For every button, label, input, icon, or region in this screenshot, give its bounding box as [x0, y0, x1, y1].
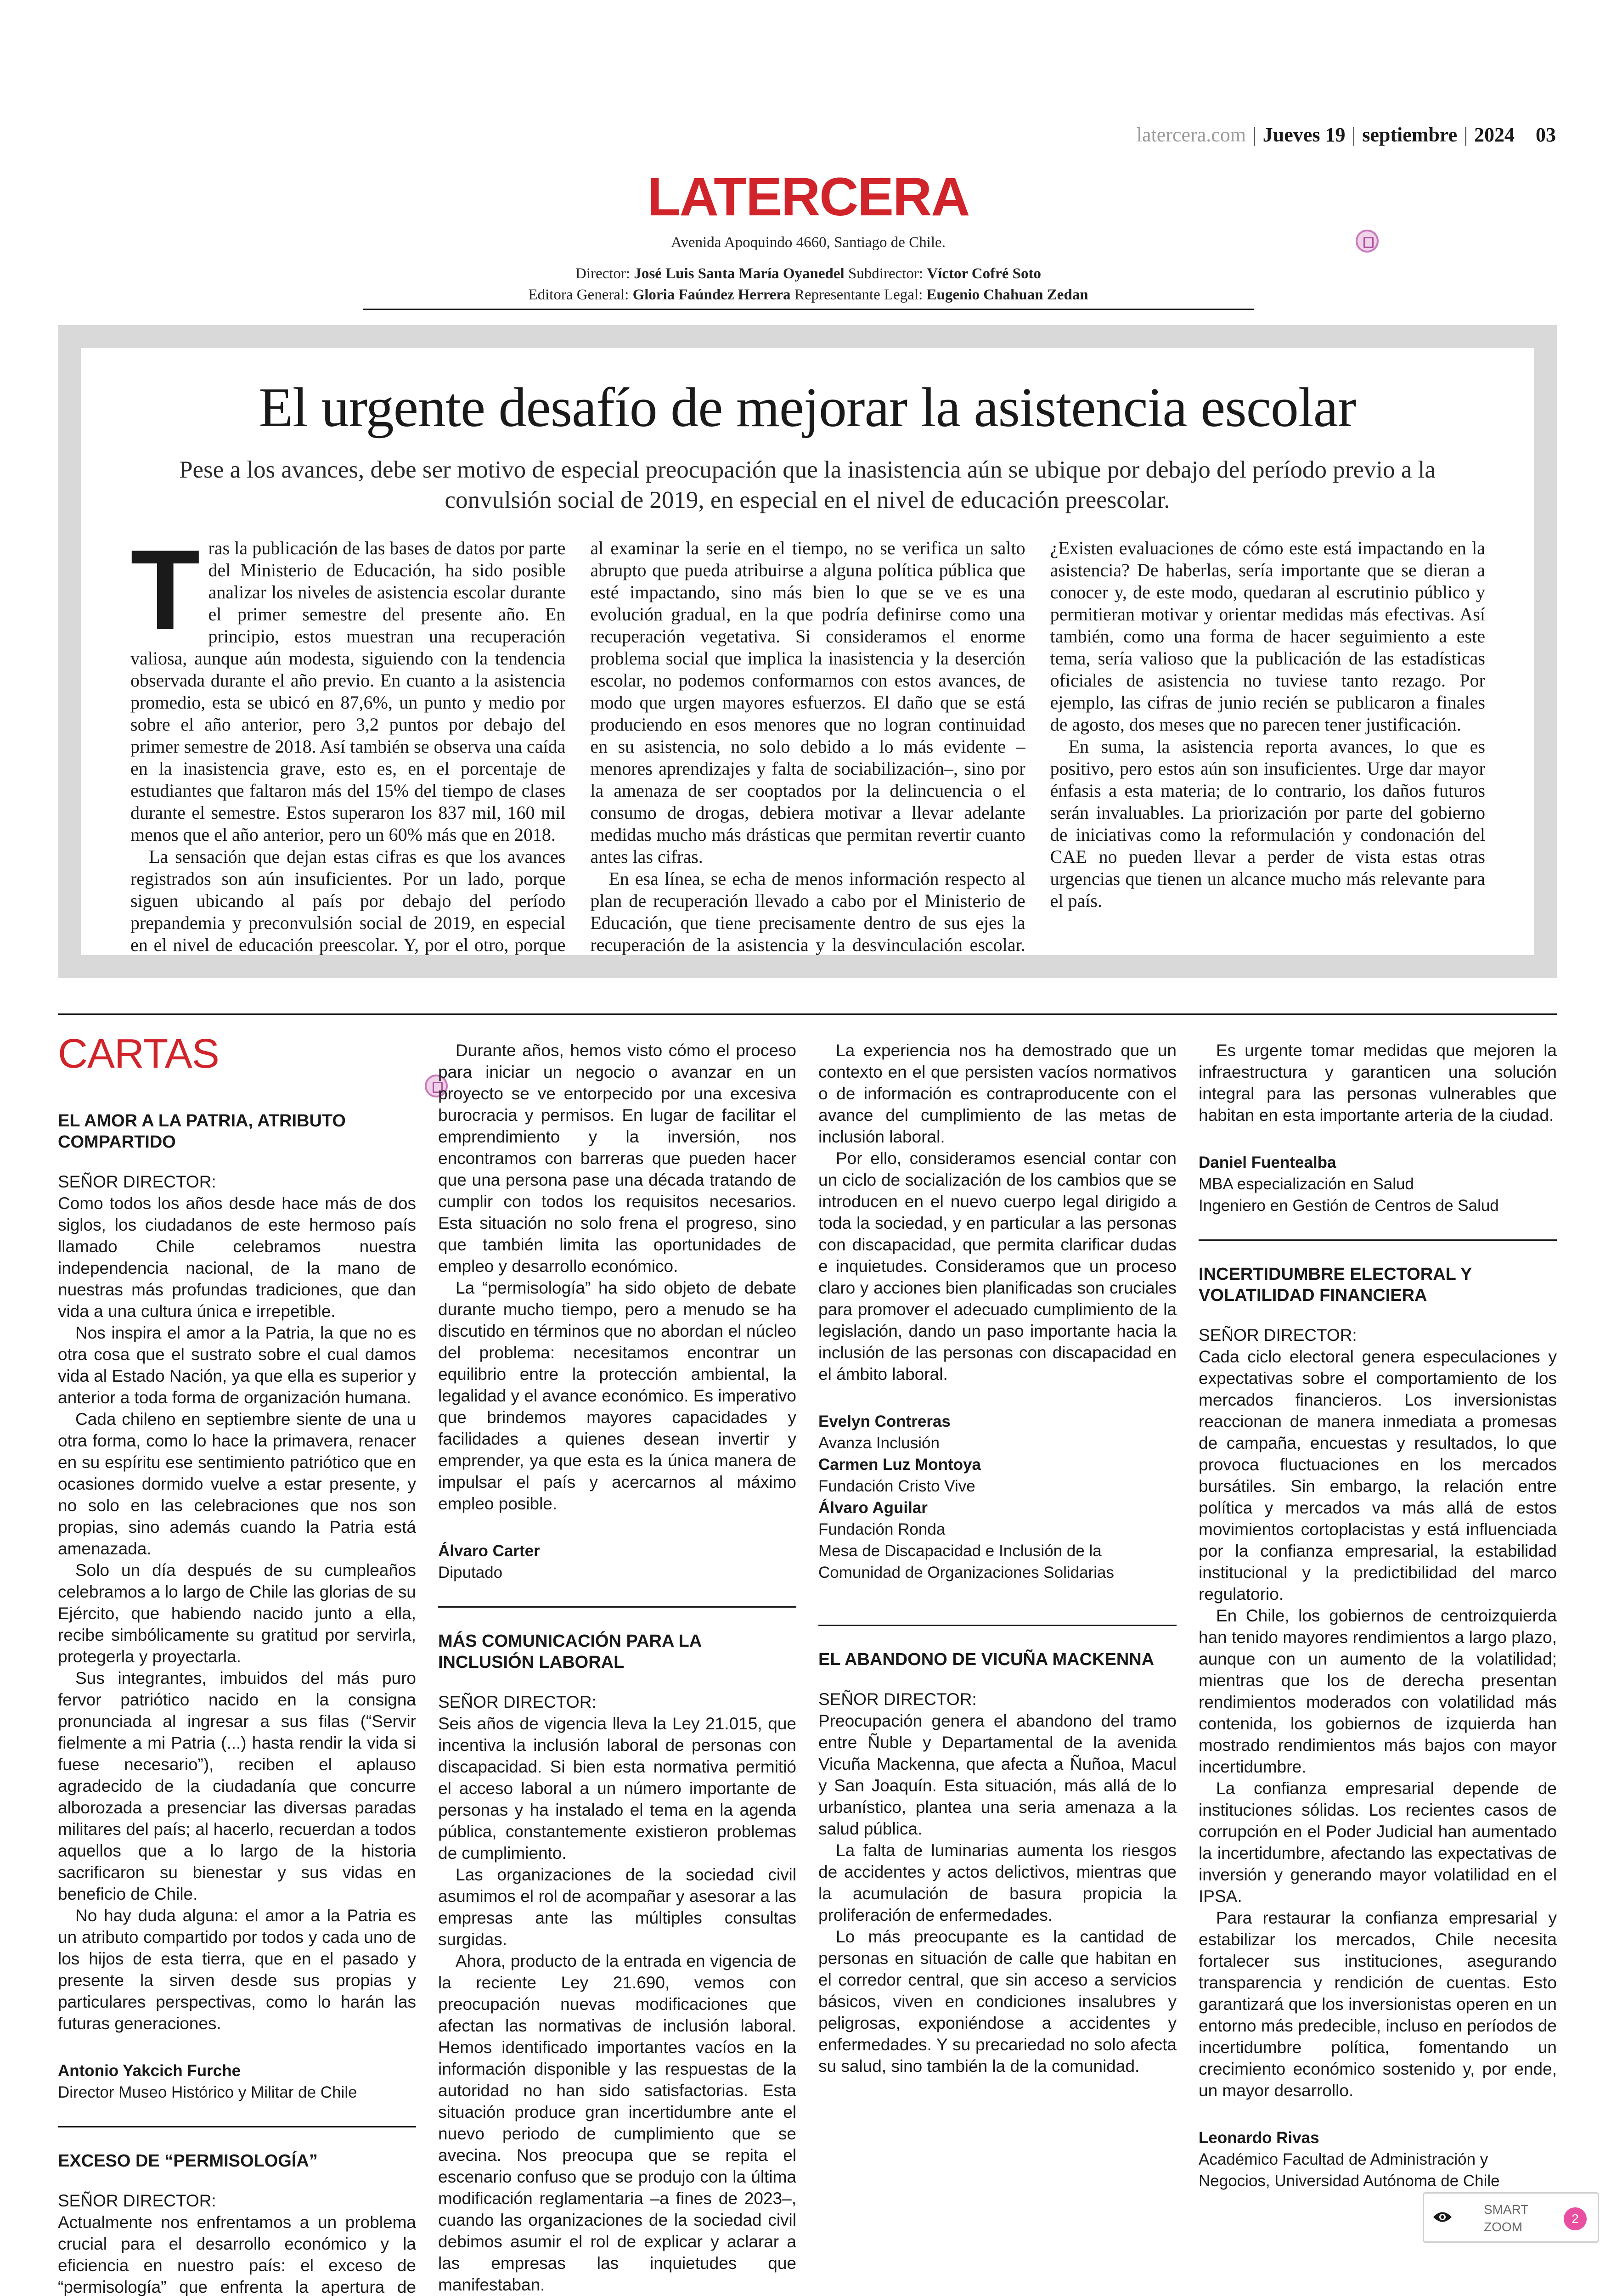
letter-paragraph: La falta de luminarias aumenta los riesgos de accidentes y actos delictivos, mientras que la acumulación de basura propicia la proliferación de enfermedades.: [818, 1841, 1177, 1925]
letter-paragraph: Sus integrantes, imbuidos del más puro fervor patriótico nacido en la consigna pronunciada al ingresar a sus filas (“Servir fielmente a mi Patria (...) hasta rendir la vida si fuese necesario”), reciben el aplauso agradecido de la ciudadanía que concurre alborozada a presenciar las diversas paradas militares del país; al hacerlo, recuerdan a todos aquellos que a lo largo de la historia sacrificaron su bienestar y sus vidas en beneficio de Chile.: [58, 1669, 416, 1903]
signature-role: Diputado: [438, 1564, 503, 1581]
letter-title: EXCESO DE “PERMISOLOGÍA”: [58, 2151, 318, 2171]
signature-name: Álvaro Aguilar: [818, 1499, 928, 1517]
cartas-column-1: [58, 1033, 416, 2296]
letter-paragraph: Es urgente tomar medidas que mejoren la infraestructura y garanticen una solución integral para las personas vulnerables que habitan en esta importante arteria de la ciudad.: [1199, 1041, 1557, 1125]
newspaper-logo: LATERCERA: [647, 167, 969, 227]
letter-divider: [438, 1606, 796, 1608]
signature-name: Antonio Yakcich Furche: [58, 2062, 241, 2080]
signature-name: Daniel Fuentealba: [1199, 1154, 1336, 1171]
signature-name: Leonardo Rivas: [1199, 2129, 1319, 2147]
letter-paragraph: Lo más preocupante es la cantidad de personas en situación de calle que habitan en el corredor central, que sin acceso a servicios básicos, viven en condiciones insalubres y peligrosas, exponiéndose a accidentes y enfermedades. Y su precariedad no solo afecta su salud, sino también la de la comunidad.: [818, 1927, 1177, 2076]
subdirector-name: Víctor Cofré Soto: [927, 265, 1041, 282]
month: septiembre: [1362, 124, 1458, 146]
signature-role: Mesa de Discapacidad e Inclusión de la Comunidad de Organizaciones Solidarias: [818, 1542, 1114, 1581]
letter-divider: [818, 1625, 1177, 1626]
smart-zoom-label: SMART ZOOM: [1484, 2202, 1529, 2234]
editorial-paragraph: Tras la publicación de las bases de datos por parte del Ministerio de Educación, ha sido posible analizar los niveles de asistencia escolar durante el primer semestre del presente año. En principio, estos muestran una recuperación valiosa, aunque aún modesta, siguiendo con la tendencia observada durante el año previo. En cuanto a la asistencia promedio, esta se ubicó en 87,6%, un punto y medio por sobre el año anterior, pero 3,2 puntos por debajo del primer semestre de 2018. Así también se observa una caída en la inasistencia grave, esto es, en el porcentaje de estudiantes que faltaron más del 15% del tiempo de clases durante el semestre. Estos superaron los 837 mil, 160 mil menos que el año anterior, pero un 60% más que en 2018.: [130, 526, 566, 845]
letter-divider: [1199, 1239, 1557, 1241]
rep-label: Representante Legal:: [794, 287, 923, 303]
letter-paragraph: La “permisología” ha sido objeto de debate durante mucho tiempo, pero a menudo se ha discutido en términos que no abordan el núcleo del problema: necesitamos encontrar un equilibrio entre la protección ambiental, la legalidad y el avance económico. Es imperativo que brindemos mayores capacidades y facilidades a quienes desean invertir y emprender, ya que esta es la única manera de impulsar el país y acercarnos al máximo empleo posible.: [438, 1278, 796, 1513]
letter-paragraph: Durante años, hemos visto cómo el proceso para iniciar un negocio o avanzar en un proyecto se ve entorpecido por una excesiva burocracia y permisos. En lugar de facilitar el emprendimiento y la inversión, nos encontramos con barreras que pueden hacer que una persona pase una década tratando de cumplir con todos los requisitos necesarios. Esta situación no solo frena el progreso, sino que también limita las oportunidades de empleo y desarrollo económico.: [438, 1041, 796, 1276]
letter-paragraph: Nos inspira el amor a la Patria, la que no es otra cosa que el sustrato sobre el cual damos vida al Estado Nación, ya que ella es superior y anterior a toda forma de organización humana.: [58, 1323, 416, 1407]
director-label: Director:: [575, 265, 631, 282]
date-bar: [1137, 123, 1556, 146]
smart-zoom-button[interactable]: [1423, 2192, 1599, 2243]
salutation: SEÑOR DIRECTOR:: [818, 1690, 977, 1709]
clip-article-icon[interactable]: [1356, 230, 1379, 253]
salutation: SEÑOR DIRECTOR:: [58, 2191, 216, 2210]
letter-paragraph: Cada chileno en septiembre siente de una u otra forma, como lo hace la primavera, renacer en su espíritu ese sentimiento patriótico que en ocasiones dormido vuelve a estar presente, y no solo en las celebraciones que nos son propias, sino además cuando la Patria está amenazada.: [58, 1410, 416, 1558]
editorial-title: El urgente desafío de mejorar la asistencia escolar: [259, 377, 1356, 439]
signature-name: Carmen Luz Montoya: [818, 1456, 981, 1474]
signature-role: Avanza Inclusión: [818, 1434, 940, 1452]
signature-name: Álvaro Carter: [438, 1542, 540, 1560]
salutation: SEÑOR DIRECTOR:: [438, 1693, 597, 1711]
address: Avenida Apoquindo 4660, Santiago de Chile.: [671, 234, 946, 251]
signature-role: MBA especialización en Salud: [1199, 1175, 1414, 1193]
letter-title: EL AMOR A LA PATRIA, ATRIBUTO COMPARTIDO: [58, 1111, 346, 1152]
letter-paragraph: Ahora, producto de la entrada en vigencia de la reciente Ley 21.690, vemos con preocupación nuevas modificaciones que afectan las normativas de inclusión laboral. Hemos identificado importantes vacíos en la información disponible y las respuestas de la autoridad no han sido satisfactorias. Esta situación produce gran incertidumbre ante el nuevo periodo de cumplimiento que se avecina. Nos preocupa que se repita el escenario confuso que se produjo con la última modificación reglamentaria –a fines de 2023–, cuando las organizaciones de la sociedad civil debimos asumir el rol de explicar y aclarar a las empresas las inquietudes que manifestaban.: [438, 1952, 796, 2294]
letter-paragraph: Para restaurar la confianza empresarial y estabilizar los mercados, Chile necesita fortalecer sus instituciones, asegurando transparencia y rendición de cuentas. Esto garantizará que los inversionistas operen en un entorno más predecible, incluso en períodos de incertidumbre política, fomentando un crecimiento económico sostenido y, por ende, un mayor desarrollo.: [1199, 1908, 1557, 2100]
letter-paragraph: Actualmente nos enfrentamos a un problema crucial para el desarrollo económico y la eficiencia en nuestro país: el exceso de “permisología” que enfrenta la apertura de: [58, 2213, 416, 2296]
subdirector-label: Subdirector:: [848, 265, 924, 282]
salutation: SEÑOR DIRECTOR:: [58, 1172, 216, 1191]
letter-paragraph: No hay duda alguna: el amor a la Patria es un atributo compartido por todos y cada uno de los hijos de esta tierra, que en el pasado y presente la sirven desde sus propias y particulares perspectivas, como lo harán las futuras generaciones.: [58, 1906, 416, 2033]
letter-paragraph: La confianza empresarial depende de instituciones sólidas. Los recientes casos de corrupción en el Poder Judicial han aumentado la incertidumbre, afectando las expectativas de inversión y generando mayor volatilidad en el IPSA.: [1199, 1779, 1557, 1906]
signature-role: Ingeniero en Gestión de Centros de Salud: [1199, 1197, 1499, 1215]
signature-role: Fundación Ronda: [818, 1520, 946, 1538]
signature-role: Fundación Cristo Vive: [818, 1477, 975, 1495]
editora-name: Gloria Faúndez Herrera: [632, 287, 791, 303]
editorial-paragraph: La sensación que dejan estas cifras es que los avances registrados son aún insuficientes. Por un lado, porque siguen ubicando al país por debajo del período prepandemia y preconvulsión social de 2019, en especial en el nivel de educación preescolar. Y, por el otro, porque al examinar la serie en el tiempo, no se verifica un salto abrupto que pueda atribuirse a alguna política pública que esté impactando, sino más bien lo que se ve es una evolución gradual, en la que podría definirse como una recuperación vegetativa. Si consideramos el enorme problema social que implica la inasistencia y la deserción escolar, no podemos conformarnos con estos avances, de modo que urgen mayores esfuerzos. El daño que se está produciendo en esos menores que no logran continuidad en su asistencia, no solo debido a lo más evidente –menores aprendizajes y falta de sociabilización–, sino por la amenaza de ser cooptados por la delincuencia o el consumo de drogas, debiera motivar a llevar adelante medidas mucho más drásticas que permitan revertir cuanto antes las cifras.: [130, 538, 1025, 955]
director-name: José Luis Santa María Oyanedel: [634, 265, 845, 282]
site-name: latercera.com: [1136, 124, 1246, 146]
letter-paragraph: En Chile, los gobiernos de centroizquierda han tenido mayores rendimientos a largo plazo, aunque con un aumento de la volatilidad; mientras que los de derecha presentan rendimientos moderados con volatilidad más contenida, los gobiernos de izquierda han mostrado rendimientos más bajos con mayor incertidumbre.: [1199, 1606, 1557, 1776]
letter-paragraph: Seis años de vigencia lleva la Ley 21.015, que incentiva la inclusión laboral de personas con discapacidad. Si bien esta normativa permitió el acceso laboral a un número importante de personas y ha instalado el tema en la agenda pública, constantemente existieron problemas de cumplimiento.: [438, 1714, 796, 1863]
masthead: [363, 167, 1254, 305]
drop-cap: T: [130, 526, 200, 653]
section-divider: [58, 1013, 1557, 1015]
cartas-column-4: [1199, 1040, 1557, 2192]
year: 2024: [1474, 124, 1515, 146]
letter-paragraph: Por ello, consideramos esencial contar con un ciclo de socialización de los cambios que se introducen en el nuevo cuerpo legal dirigido a toda la sociedad, y en particular a las personas con discapacidad, que permita clarificar dudas e inquietudes. Consideramos que un proceso claro y acciones bien planificadas son cruciales para promover el adecuado cumplimiento de la legislación, dando un paso importante hacia la inclusión de las personas con discapacidad en el ámbito laboral.: [818, 1149, 1177, 1384]
divider: |: [1252, 124, 1256, 146]
letter-paragraph: Preocupación genera el abandono del tramo entre Ñuble y Departamental de la avenida Vicuña Mackenna, que afecta a Ñuñoa, Macul y San Joaquín. Esta situación, más allá de lo urbanístico, plantea una seria amenaza a la salud pública.: [818, 1711, 1177, 1838]
divider: |: [1464, 124, 1468, 146]
letter-paragraph: Solo un día después de su cumpleaños celebramos a lo largo de Chile las glorias de su Ejército, que habiendo nacido junto a ella, recibe simbólicamente su gratitud por servirla, protegerla y proyectarla.: [58, 1561, 416, 1666]
editorial-panel: [81, 348, 1534, 955]
letter-paragraph: Las organizaciones de la sociedad civil asumimos el rol de acompañar y asesorar a las empresas ante las múltiples consultas surgidas.: [438, 1865, 796, 1949]
section-label: CARTAS: [58, 1031, 219, 1077]
signature-role: Director Museo Histórico y Militar de Chile: [58, 2083, 357, 2101]
letter-divider: [58, 2126, 416, 2127]
editora-label: Editora General:: [528, 287, 629, 303]
editorial-paragraph: En esa línea, se echa de menos información respecto al plan de recuperación llevado a cabo por el Ministerio de Educación, que tiene precisamente dentro de sus ejes la recuperación de la asistencia y la desvinculación escolar. ¿Existen evaluaciones de cómo este está impactando en la asistencia? De haberlas, sería importante que se dieran a conocer y, de este modo, quedaran al escrutinio público y permitieran motivar y orientar medidas más efectivas. Así también, como una forma de hacer seguimiento a este tema, sería valioso que la publicación de las estadísticas oficiales de asistencia no tuviese tanto rezago. Por ejemplo, las cifras de junio recién se publicaron a finales de agosto, dos meses que no parecen tener justificación.: [590, 538, 1485, 955]
divider: |: [1352, 124, 1356, 146]
masthead-divider: [363, 309, 1254, 310]
cartas-column-2: [438, 1040, 796, 2296]
salutation: SEÑOR DIRECTOR:: [1199, 1326, 1357, 1345]
letter-paragraph: La experiencia nos ha demostrado que un contexto en el que persisten vacíos normativos o de información es contraproducente con el avance del cumplimiento de las metas de inclusión laboral.: [818, 1041, 1177, 1146]
eye-icon: [1432, 2210, 1453, 2224]
letter-paragraph: Como todos los años desde hace más de dos siglos, los ciudadanos de este hermoso país llamado Chile celebramos nuestra independencia nacional, de la mano de nuestras más profundas tradiciones, que dan vida a una cultura única e irrepetible.: [58, 1194, 416, 1321]
letter-paragraph: Cada ciclo electoral genera especulaciones y expectativas sobre el comportamiento de los mercados financieros. Los inversionistas reaccionan de manera inmediata a promesas de campaña, encuestas y resultados, lo que provoca fluctuaciones en los mercados bursátiles. Sin embargo, la relación entre política y mercados va más allá de estos movimientos cortoplacistas y está influenciada por la confianza empresarial, la estabilidad institucional y la predictibilidad del marco regulatorio.: [1199, 1347, 1557, 1604]
editorial-paragraph: En suma, la asistencia reporta avances, lo que es positivo, pero estos aún son insuficientes. Urge dar mayor énfasis a esta materia; de lo contrario, los daños futuros serán invaluables. La priorización por parte del gobierno de iniciativas como la reformulación y condonación del CAE no pueden llevar a perder de vista estas otras urgencias que tienen un alcance mucho más relevante para el país.: [1050, 736, 1485, 911]
page-number: 03: [1536, 124, 1556, 146]
letter-title: EL ABANDONO DE VICUÑA MACKENNA: [818, 1650, 1155, 1669]
staff-credits: [363, 263, 1254, 305]
letter-title: MÁS COMUNICACIÓN PARA LA INCLUSIÓN LABORAL: [438, 1632, 701, 1672]
weekday: Jueves 19: [1262, 124, 1346, 146]
editorial-box: [58, 325, 1557, 978]
editorial-subtitle: Pese a los avances, debe ser motivo de especial preocupación que la inasistencia aún se ubique por debajo del período previo a la convulsión social de 2019, en especial en el nivel de educación preescolar.: [179, 456, 1436, 513]
editorial-body: [130, 526, 1485, 956]
cartas-column-3: [818, 1040, 1177, 2077]
signature-name: Evelyn Contreras: [818, 1412, 951, 1430]
letter-title: INCERTIDUMBRE ELECTORAL Y VOLATILIDAD FINANCIERA: [1199, 1265, 1472, 1305]
smart-zoom-badge: 2: [1564, 2207, 1587, 2230]
rep-name: Eugenio Chahuan Zedan: [926, 287, 1088, 303]
signature-role: Académico Facultad de Administración y Negocios, Universidad Autónoma de Chile: [1199, 2150, 1500, 2190]
